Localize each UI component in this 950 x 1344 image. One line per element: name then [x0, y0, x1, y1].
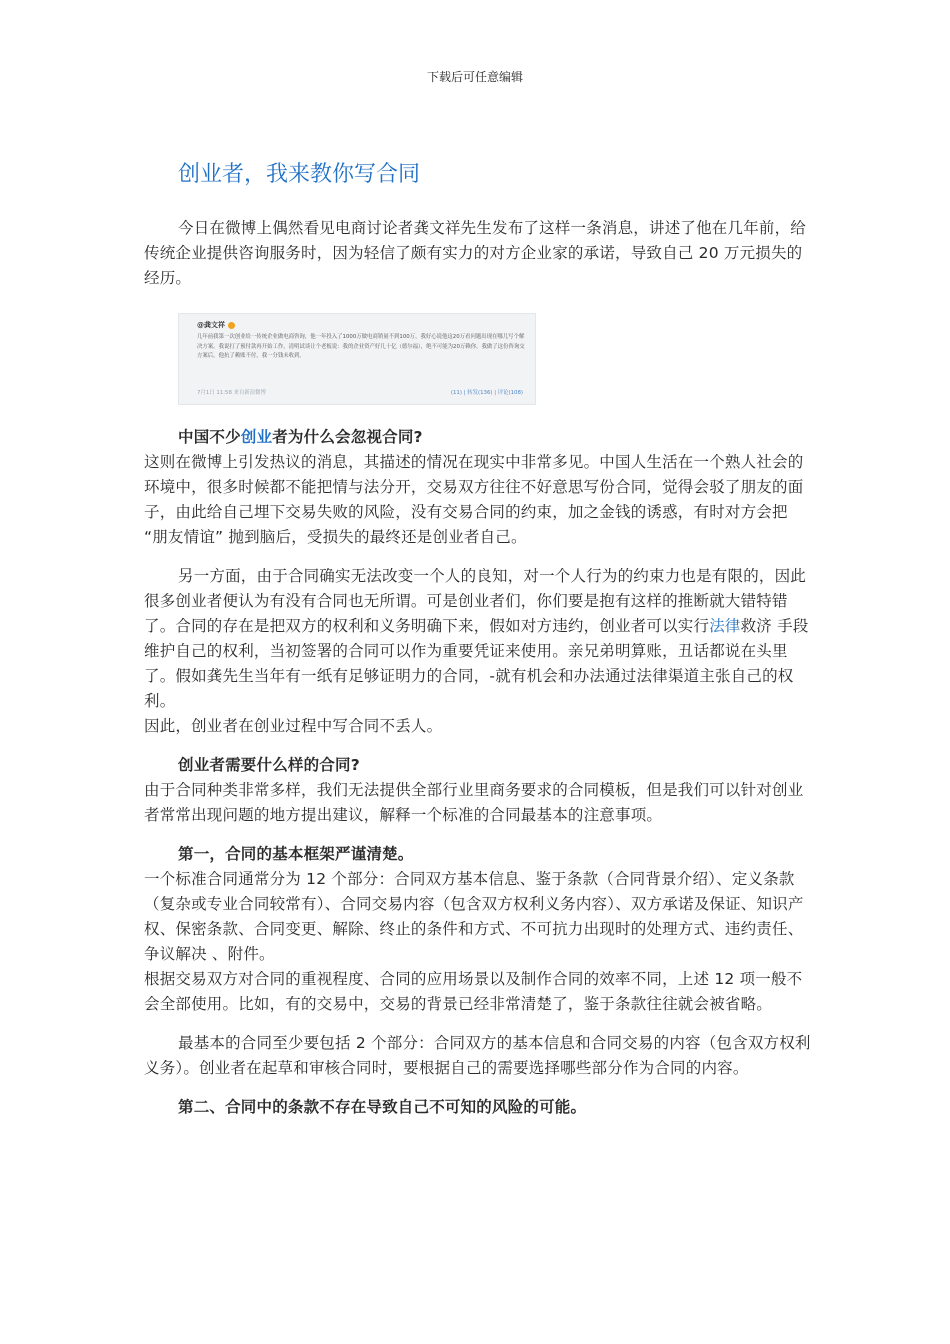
document-body	[144, 158, 812, 1120]
entrepreneurship-link[interactable]: 创业	[240, 428, 273, 446]
weibo-meta: 7月1日 11:58 来自新浪微博	[197, 390, 266, 396]
intro-paragraph: 今日在微博上偶然看见电商讨论者龚文祥先生发布了这样一条消息，讲述了他在几年前，给传统企业提供咨询服务时，因为轻信了颇有实力的对方企业家的承诺，导致自己 20 万元损失的经历。	[144, 219, 807, 287]
section2-heading: 创业者需要什么样的合同?	[178, 756, 360, 774]
section1-paragraph-2: 另一方面，由于合同确实无法改变一个人的良知，对一个人行为的约束力也是有限的，因此很多创业者便认为有没有合同也无所谓。可是创业者们，你们要是抱有这样的推断就大错特错了。合同的存在是把双方的权利和义务明确下来，假如对方违约，创业者可以实行法律救济 手段维护自己的权利，当初签署的合同可以作为重要凭证来使用。亲兄弟明算账，丑话都说在头里了。假如龚先生当年有一纸有足够证明力的合同，-就有机会和办法通过法律渠道主张自己的权利。	[144, 567, 809, 710]
section1-heading: 中国不少创业者为什么会忽视合同?	[178, 428, 423, 446]
section3-paragraph-3: 最基本的合同至少要包括 2 个部分：合同双方的基本信息和合同交易的内容（包含双方权利义务）。创业者在起草和审核合同时，要根据自己的需要选择哪些部分作为合同的内容。	[144, 1034, 811, 1077]
section1-paragraph-3: 因此，创业者在创业过程中写合同不丢人。	[144, 717, 443, 735]
law-link[interactable]: 法律	[709, 617, 741, 635]
verified-badge-icon	[228, 322, 235, 329]
section4-heading: 第二、合同中的条款不存在导致自己不可知的风险的可能。	[178, 1098, 587, 1116]
section2-paragraph-1: 由于合同种类非常多样，我们无法提供全部行业里商务要求的合同模板，但是我们可以针对创业者常常出现问题的地方提出建议，解释一个标准的合同最基本的注意事项。	[144, 781, 804, 824]
weibo-footer	[197, 388, 523, 396]
weibo-screenshot	[178, 313, 536, 405]
weibo-user: @龚文祥	[197, 320, 525, 331]
section3-paragraph-2: 根据交易双方对合同的重视程度、合同的应用场景以及制作合同的效率不同，上述 12 项一般不会全部使用。比如，有的交易中，交易的背景已经非常清楚了，鉴于条款往往就会被省略。	[144, 970, 803, 1013]
header-note: 下载后可任意编辑	[426, 70, 523, 84]
article-title: 创业者，我来教你写合同	[178, 162, 421, 187]
section3-paragraph-1: 一个标准合同通常分为 12 个部分：合同双方基本信息、鉴于条款（合同背景介绍）、定义条款（复杂或专业合同较常有）、合同交易内容（包含双方权利义务内容）、双方承诺及保证、知识产权、保密条款、合同变更、解除、终止的条件和方式、不可抗力出现时的处理方式、违约责任、争议解决 、附件。	[144, 870, 804, 963]
section1-paragraph-1: 这则在微博上引发热议的消息，其描述的情况在现实中非常多见。中国人生活在一个熟人社会的环境中，很多时候都不能把情与法分开，交易双方往往不好意思写份合同，觉得会驳了朋友的面子，由此给自己埋下交易失败的风险，没有交易合同的约束，加之金钱的诱惑，有时对方会把 “朋友情谊” 抛到脑后，受损失的最终还是创业者自己。	[144, 453, 804, 546]
weibo-actions: (11) | 转发(136) | 评论(108)	[450, 390, 523, 396]
weibo-text: 几年前我第一次创业给一传统企业做电商咨询，他一年投入了1000万做电商销量不到100万，我好心说他这20万看问题出现在哪儿写个解决方案。我说打了预付款再开始工作，清明试谈让个老板说：我的企业资产好几十亿（德尔福），绝不可能为20万赖你。我做了这份咨询交方案后，他抗了赖账不付，我一分钱未收到。	[197, 334, 525, 359]
section3-heading: 第一，合同的基本框架严谨清楚。	[178, 845, 414, 863]
